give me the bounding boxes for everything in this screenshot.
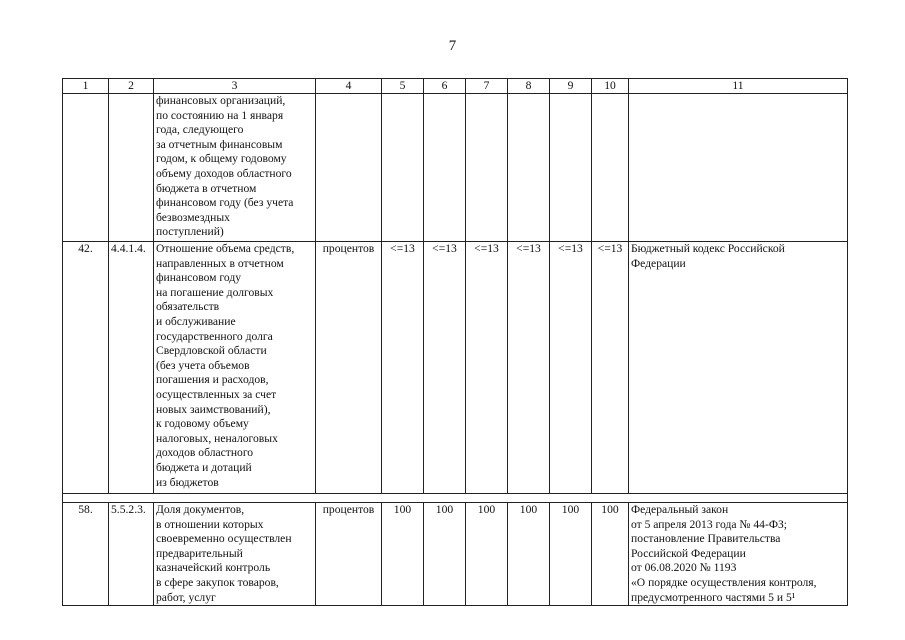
header-cell: 5	[382, 79, 424, 94]
value-cell	[508, 94, 550, 242]
text-line: в отношении которых	[156, 517, 264, 531]
text-line: погашения и расходов,	[156, 373, 269, 387]
text-line: финансовом году	[156, 271, 242, 285]
table-row	[63, 242, 848, 494]
text-line: года, следующего	[156, 123, 244, 137]
row-number-cell: 58.	[63, 503, 109, 606]
text-line: Федерации	[631, 256, 686, 270]
table-row	[63, 503, 848, 606]
text-line: за отчетным финансовым	[156, 137, 283, 151]
text-line: казначейский контроль	[156, 561, 271, 575]
legal-source-cell	[629, 503, 848, 606]
text-line: направленных в отчетном	[156, 256, 284, 270]
text-line: годом, к общему годовому	[156, 152, 287, 166]
header-cell: 3	[154, 79, 316, 94]
value-cell: 100	[424, 503, 466, 606]
text-line: бюджета в отчетном	[156, 181, 257, 195]
text-line: финансовом году (без учета	[156, 196, 294, 210]
value-cell: 100	[382, 503, 424, 606]
text-line: Российской Федерации	[631, 546, 746, 560]
text-line: Федеральный закон	[631, 503, 729, 516]
unit-cell: процентов	[316, 503, 382, 606]
value-cell	[382, 94, 424, 242]
text-line: Доля документов,	[156, 503, 245, 516]
text-line: предусмотренного частями 5 и 5¹	[631, 590, 796, 604]
value-cell: 100	[550, 503, 592, 606]
header-cell: 8	[508, 79, 550, 94]
value-cell	[592, 94, 629, 242]
row-number-cell	[63, 94, 109, 242]
text-line: государственного долга	[156, 329, 273, 343]
value-cell	[550, 94, 592, 242]
text-line: Отношение объема средств,	[156, 242, 295, 255]
text-line: Свердловской области	[156, 344, 267, 358]
text-line: работ, услуг	[156, 590, 216, 604]
header-cell: 2	[109, 79, 154, 94]
gap-cell	[63, 494, 848, 503]
indicator-description-cell	[154, 242, 316, 494]
header-cell: 4	[316, 79, 382, 94]
text-line: своевременно осуществлен	[156, 532, 292, 546]
text-line: новых заимствований),	[156, 402, 271, 416]
text-line: финансовых организаций,	[156, 94, 286, 107]
text-line: по состоянию на 1 января	[156, 108, 284, 122]
text-line: поступлений)	[156, 225, 224, 239]
text-line: из бюджетов	[156, 475, 219, 489]
value-cell: 100	[592, 503, 629, 606]
text-line: безвозмездных	[156, 210, 230, 224]
value-cell: <=13	[550, 242, 592, 494]
value-cell: <=13	[508, 242, 550, 494]
header-cell: 10	[592, 79, 629, 94]
text-line: налоговых, неналоговых	[156, 431, 278, 445]
text-line: в сфере закупок товаров,	[156, 575, 279, 589]
row-code-cell: 5.5.2.3.	[109, 503, 154, 606]
legal-source-cell	[629, 94, 848, 242]
value-cell: <=13	[424, 242, 466, 494]
header-cell: 1	[63, 79, 109, 94]
table-row	[63, 94, 848, 242]
row-code-cell: 4.4.1.4.	[109, 242, 154, 494]
value-cell: 100	[508, 503, 550, 606]
header-cell: 11	[629, 79, 848, 94]
text-line: (без учета объемов	[156, 358, 250, 372]
value-cell	[424, 94, 466, 242]
row-gap	[63, 494, 848, 503]
value-cell: <=13	[466, 242, 508, 494]
indicator-description-cell	[154, 503, 316, 606]
text-line: на погашение долговых	[156, 285, 274, 299]
legal-source-cell	[629, 242, 848, 494]
row-number-cell: 42.	[63, 242, 109, 494]
header-cell: 7	[466, 79, 508, 94]
text-line: «О порядке осуществления контроля,	[631, 575, 817, 589]
text-line: доходов областного	[156, 446, 254, 460]
indicators-table	[62, 78, 848, 606]
header-row	[63, 79, 848, 94]
value-cell: 100	[466, 503, 508, 606]
value-cell: <=13	[382, 242, 424, 494]
unit-cell	[316, 94, 382, 242]
header-cell: 9	[550, 79, 592, 94]
text-line: предварительный	[156, 546, 243, 560]
page-number: 7	[448, 38, 457, 54]
text-line: осуществленных за счет	[156, 387, 277, 401]
text-line: Бюджетный кодекс Российской	[631, 242, 785, 255]
text-line: и обслуживание	[156, 314, 236, 328]
value-cell	[466, 94, 508, 242]
indicator-description-cell	[154, 94, 316, 242]
text-line: обязательств	[156, 300, 220, 314]
text-line: от 06.08.2020 № 1193	[631, 561, 737, 575]
header-cell: 6	[424, 79, 466, 94]
row-code-cell	[109, 94, 154, 242]
text-line: к годовому объему	[156, 417, 249, 431]
text-line: объему доходов областного	[156, 166, 292, 180]
text-line: от 5 апреля 2013 года № 44-ФЗ;	[631, 517, 788, 531]
text-line: бюджета и дотаций	[156, 460, 252, 474]
text-line: постановление Правительства	[631, 532, 781, 546]
unit-cell: процентов	[316, 242, 382, 494]
value-cell: <=13	[592, 242, 629, 494]
